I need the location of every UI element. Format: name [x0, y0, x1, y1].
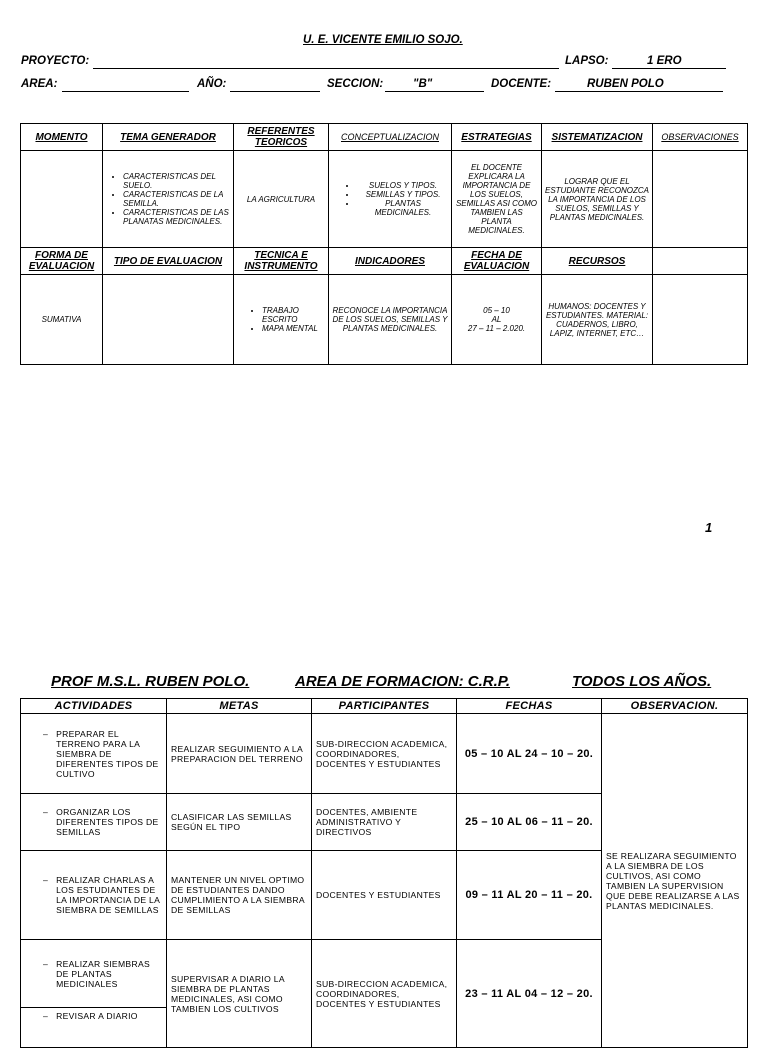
cell-empty — [653, 248, 748, 275]
cell-fecha — [452, 275, 542, 365]
cell-sistematizacion: LOGRAR QUE EL ESTUDIANTE RECONOZCA LA IMPORTANCIA DE LOS SUELOS, SEMILLAS Y PLANTAS MEDICINALES. — [542, 151, 653, 248]
seccion-line — [385, 91, 484, 92]
actividad-text: ORGANIZAR LOS DIFERENTES TIPOS DE SEMILLAS — [56, 807, 159, 837]
cell-estrategias: EL DOCENTE EXPLICARA LA IMPORTANCIA DE LOS SUELOS, SEMILLAS ASI COMO TAMBIEN LAS PLANTA MEDICINALES. — [452, 151, 542, 248]
actividad-cell: – REALIZAR SIEMBRAS DE PLANTAS MEDICINALES — [21, 940, 167, 1008]
fecha-cell: 23 – 11 AL 04 – 12 – 20. — [457, 940, 602, 1048]
school-title: U. E. VICENTE EMILIO SOJO. — [303, 34, 463, 46]
header-actividades: ACTIVIDADES — [21, 699, 167, 714]
seccion-value: "B" — [413, 78, 433, 90]
tema-item: • CARACTERISTICAS DEL SUELO. — [123, 172, 231, 190]
participantes-cell: SUB-DIRECCION ACADEMICA, COORDINADORES, DOCENTES Y ESTUDIANTES — [312, 714, 457, 794]
docente-value: RUBEN POLO — [587, 78, 664, 90]
ano-label: AÑO: — [197, 78, 227, 90]
header-fechas: FECHAS — [457, 699, 602, 714]
header-referentes: REFERENTES TEORICOS — [234, 124, 329, 151]
tecnica-item: • TRABAJO ESCRITO — [262, 306, 326, 324]
seccion-label: SECCION: — [327, 78, 384, 90]
tema-item: • CARACTERISTICAS DE LA SEMILLA. — [123, 190, 231, 208]
participantes-cell: DOCENTES, AMBIENTE ADMINISTRATIVO Y DIRECTIVOS — [312, 794, 457, 851]
header-recursos: RECURSOS — [542, 248, 653, 275]
actividad-text: REALIZAR CHARLAS A LOS ESTUDIANTES DE LA IMPORTANCIA DE LA SIEMBRA DE SEMILLAS — [56, 875, 160, 915]
fecha-line: 27 – 11 – 2.020. — [467, 324, 526, 333]
actividad-text: REALIZAR SIEMBRAS DE PLANTAS MEDICINALES — [56, 958, 151, 989]
header-sistematizacion: SISTEMATIZACION — [542, 124, 653, 151]
cell-tecnica — [234, 275, 329, 365]
cell-tipo — [103, 275, 234, 365]
cell-referentes: LA AGRICULTURA — [234, 151, 329, 248]
header-observaciones: OBSERVACIONES — [653, 124, 748, 151]
actividad-cell: – REALIZAR CHARLAS A LOS ESTUDIANTES DE LA IMPORTANCIA DE LA SIEMBRA DE SEMILLAS — [21, 851, 167, 940]
ano-line — [230, 91, 320, 92]
header-participantes: PARTICIPANTES — [312, 699, 457, 714]
meta-cell: SUPERVISAR A DIARIO LA SIEMBRA DE PLANTAS MEDICINALES, ASI COMO TAMBIEN LOS CULTIVOS — [167, 940, 312, 1048]
area-label: AREA: — [21, 78, 58, 90]
fecha-line: 05 – 10 — [483, 306, 510, 315]
docente-label: DOCENTE: — [491, 78, 552, 90]
cell-forma: SUMATIVA — [21, 275, 103, 365]
header-indicadores: INDICADORES — [329, 248, 452, 275]
lapso-line — [612, 68, 726, 69]
cell-conceptualizacion — [329, 151, 452, 248]
planning-table — [20, 123, 748, 365]
cell-recursos: HUMANOS: DOCENTES Y ESTUDIANTES. MATERIAL: CUADERNOS, LIBRO, LAPIZ, INTERNET, ETC… — [542, 275, 653, 365]
proyecto-line — [93, 68, 559, 69]
cell-momento — [21, 151, 103, 248]
lapso-label: LAPSO: — [565, 55, 609, 67]
actividad-cell: – REVISAR A DIARIO — [21, 1008, 167, 1048]
activities-table — [20, 698, 748, 1048]
concept-item: • SEMILLAS Y TIPOS. — [357, 190, 449, 199]
cell-tema — [103, 151, 234, 248]
area-formacion: AREA DE FORMACION: C.R.P. — [295, 673, 511, 690]
cell-indicadores: RECONOCE LA IMPORTANCIA DE LOS SUELOS, SEMILLAS Y PLANTAS MEDICINALES. — [329, 275, 452, 365]
header-fecha-evaluacion: FECHA DE EVALUACION — [452, 248, 542, 275]
tecnica-item: • MAPA MENTAL — [262, 324, 326, 333]
actividad-cell: – PREPARAR EL TERRENO PARA LA SIEMBRA DE DIFERENTES TIPOS DE CULTIVO — [21, 714, 167, 794]
participantes-cell: SUB-DIRECCION ACADEMICA, COORDINADORES, DOCENTES Y ESTUDIANTES — [312, 940, 457, 1048]
fecha-cell: 25 – 10 AL 06 – 11 – 20. — [457, 794, 602, 851]
page-number: 1 — [705, 520, 713, 535]
participantes-cell: DOCENTES Y ESTUDIANTES — [312, 851, 457, 940]
proyecto-label: PROYECTO: — [21, 55, 90, 67]
fecha-line: AL — [491, 315, 502, 324]
todos-los-anos: TODOS LOS AÑOS. — [572, 673, 712, 690]
header-observacion: OBSERVACION. — [602, 699, 748, 714]
actividad-text: PREPARAR EL TERRENO PARA LA SIEMBRA DE DIFERENTES TIPOS DE CULTIVO — [56, 728, 159, 779]
header-metas: METAS — [167, 699, 312, 714]
header-conceptualizacion: CONCEPTUALIZACION — [329, 124, 452, 151]
prof-name: PROF M.S.L. RUBEN POLO. — [51, 673, 250, 690]
fecha-cell: 09 – 11 AL 20 – 11 – 20. — [457, 851, 602, 940]
header-tema-generador: TEMA GENERADOR — [103, 124, 234, 151]
cell-observaciones — [653, 151, 748, 248]
cell-empty — [653, 275, 748, 365]
header-tipo-evaluacion: TIPO DE EVALUACION — [103, 248, 234, 275]
actividad-cell: – ORGANIZAR LOS DIFERENTES TIPOS DE SEMILLAS — [21, 794, 167, 851]
meta-cell: REALIZAR SEGUIMIENTO A LA PREPARACION DEL TERRENO — [167, 714, 312, 794]
docente-line — [555, 91, 723, 92]
lapso-value: 1 ERO — [647, 55, 682, 67]
header-momento: MOMENTO — [21, 124, 103, 151]
header-tecnica: TECNICA E INSTRUMENTO — [234, 248, 329, 275]
fecha-cell: 05 – 10 AL 24 – 10 – 20. — [457, 714, 602, 794]
actividad-text: REVISAR A DIARIO — [56, 1011, 138, 1021]
meta-cell: CLASIFICAR LAS SEMILLAS SEGÚN EL TIPO — [167, 794, 312, 851]
observacion-cell: SE REALIZARA SEGUIMIENTO A LA SIEMBRA DE LOS CULTIVOS, ASI COMO TAMBIEN LA SUPERVISION QUE DEBE REALIZARSE A LAS PLANTAS MEDICINALES. — [602, 714, 748, 1048]
tema-item: • CARACTERISTICAS DE LAS PLANATAS MEDICINALES. — [123, 208, 231, 226]
header-estrategias: ESTRATEGIAS — [452, 124, 542, 151]
header-forma-evaluacion: FORMA DE EVALUACION — [21, 248, 103, 275]
concept-item: • PLANTAS MEDICINALES. — [357, 199, 449, 217]
concept-item: • SUELOS Y TIPOS. — [357, 181, 449, 190]
area-line — [62, 91, 189, 92]
meta-cell: MANTENER UN NIVEL OPTIMO DE ESTUDIANTES DANDO CUMPLIMIENTO A LA SIEMBRA DE SEMILLAS — [167, 851, 312, 940]
